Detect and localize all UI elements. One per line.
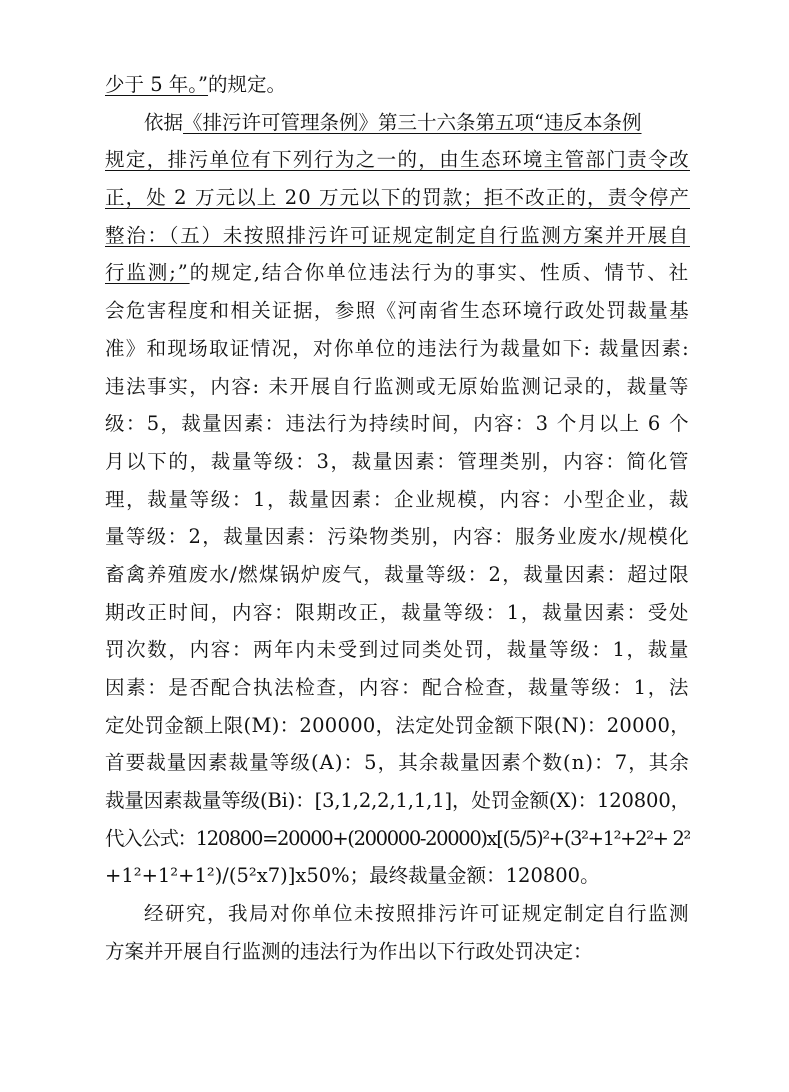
text-line: 定处罚金额上限(M)：200000，法定处罚金额下限(N)：20000， xyxy=(105,713,690,737)
text-line: 准》和现场取证情况，对你单位的违法行为裁量如下: 裁量因素: xyxy=(105,336,690,360)
text-line: 因素：是否配合执法检查，内容：配合检查，裁量等级：1，法 xyxy=(105,676,690,699)
text-line: 会危害程度和相关证据，参照《河南省生态环境行政处罚裁量基 xyxy=(105,299,690,323)
text-line: 首要裁量因素裁量等级(A)：5，其余裁量因素个数(n)：7，其余 xyxy=(105,751,690,775)
paragraph-legal-basis-start: 依据《排污许可管理条例》第三十六条第五项“违反本条例 xyxy=(144,110,642,134)
formula-line: 代入公式：120800=20000+(200000-20000)x[(5/5)²+(3²+1²+2²+ 2² xyxy=(105,826,690,850)
text-line: 罚次数，内容：两年内未受到过同类处罚，裁量等级：1，裁量 xyxy=(105,638,690,662)
text-line: 月以下的，裁量等级：3，裁量因素：管理类别，内容：简化管 xyxy=(105,449,690,473)
text-line: 期改正时间，内容：限期改正，裁量等级：1，裁量因素：受处 xyxy=(105,600,690,624)
text-line: 少于 5 年。” 的规定。 xyxy=(105,73,287,96)
text-line: 方案并开展自行监测的违法行为作出以下行政处罚决定： xyxy=(105,939,593,963)
text-line: 整治：（五）未按照排污许可证规定制定自行监测方案并开展自 xyxy=(105,223,690,247)
text-line: 级：5，裁量因素：违法行为持续时间，内容：3 个月以上 6 个 xyxy=(105,412,690,436)
text-line: 规定，排污单位有下列行为之一的，由生态环境主管部门责令改 xyxy=(105,148,690,172)
text-line: 违法事实，内容: 未开展自行监测或无原始监测记录的，裁量等 xyxy=(105,374,690,398)
paragraph-decision-start: 经研究，我局对你单位未按照排污许可证规定制定自行监测 xyxy=(144,902,690,926)
text-line: 畜禽养殖废水/燃煤锅炉废气，裁量等级：2，裁量因素：超过限 xyxy=(105,562,690,586)
text-line: 裁量因素裁量等级(Bi)：[3,1,2,2,1,1,1]，处罚金额(X)：120800， xyxy=(105,789,690,813)
document-body xyxy=(105,66,690,971)
text-line: 理，裁量等级：1，裁量因素：企业规模，内容：小型企业，裁 xyxy=(105,487,690,511)
formula-line: +1²+1²+1²)/(5²x7)]x50%；最终裁量金额：120800。 xyxy=(105,864,600,888)
text-line: 正，处 2 万元以上 20 万元以下的罚款；拒不改正的，责令停产 xyxy=(105,186,690,210)
text-line: 量等级：2，裁量因素：污染物类别，内容：服务业废水/规模化 xyxy=(105,525,690,549)
text-line: 行监测;”的规定,结合你单位违法行为的事实、性质、情节、社 xyxy=(105,261,690,285)
